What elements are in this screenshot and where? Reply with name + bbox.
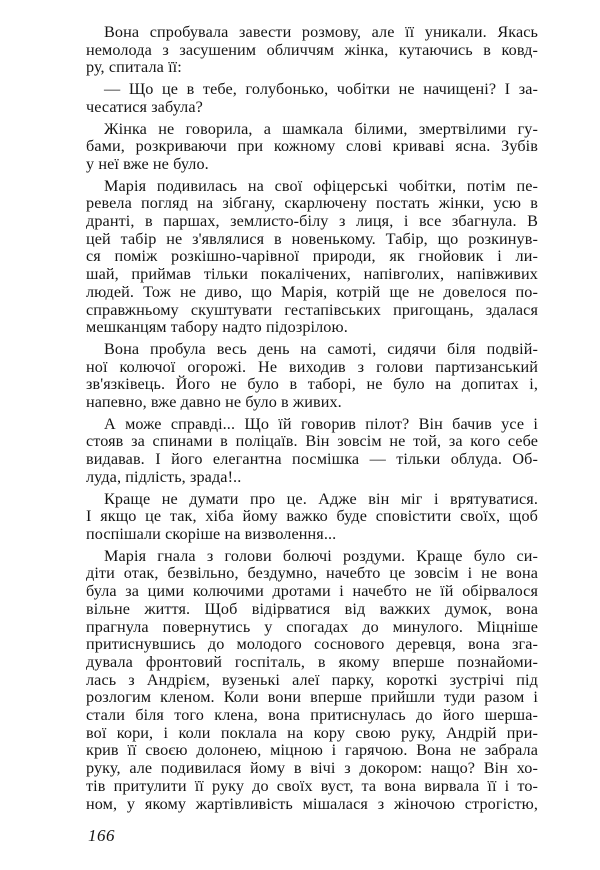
text-line: людей. Тож не диво, що Марія, котрій ще не довелося по- — [86, 282, 538, 301]
text-line: ревела погляд на зібгану, скарлючену постать жінки, усю в — [86, 194, 538, 213]
text-line: ної колючої огорожі. Не виходив з голови партизанський — [86, 357, 538, 376]
text-line: напевно, вже давно не було в живих. — [86, 393, 342, 412]
paragraph — [86, 24, 538, 77]
text-line: вої кори, і коли поклала на кору свою руку, Андрій при- — [86, 723, 538, 742]
text-line: крив її своєю долонею, міцною і гарячою. Вона не забрала — [86, 741, 538, 760]
text-line: А може справді... Що їй говорив пілот? Він бачив усе і — [104, 414, 538, 433]
text-line: притиснувшись до молодого соснового деревця, вона зга- — [86, 635, 538, 654]
text-line: — Що це в тебе, голубонько, чобітки не начищені? І за- — [104, 80, 538, 99]
text-line: зв'язківець. Його не було в таборі, не було на допитах і, — [86, 375, 538, 394]
text-line: луда, підлість, зрада!.. — [86, 467, 242, 486]
paragraph — [86, 121, 538, 174]
text-line: розлогим кленом. Коли вони вперше прийшли туди разом і — [86, 688, 538, 707]
text-line: поспішали скоріше на визволення... — [86, 524, 337, 543]
paragraph — [86, 81, 538, 116]
text-line: цей табір не з'являлися в новенькому. Табір, що розкинув- — [86, 229, 538, 248]
paragraph — [86, 548, 538, 814]
text-line: мешканцям табору надто підозрілою. — [86, 318, 348, 337]
text-line: немолода з засушеним обличчям жінка, кутаючись в ковд- — [86, 40, 538, 59]
text-line: ся поміж розкішно-чарівної природи, як гнойовик і ли- — [86, 247, 538, 266]
text-line: І якщо це так, хіба йому важко буде сповістити своїх, щоб — [86, 507, 538, 526]
paragraph — [86, 341, 538, 412]
text-line: справжньому скуштувати гестапівських пригощань, здалася — [86, 300, 538, 319]
text-line: руку, але подивилася йому в вічі з докором: нащо? Він хо- — [86, 759, 538, 778]
text-line: Марія гнала з голови болючі роздуми. Краще було си- — [104, 546, 538, 565]
text-line: бами, розкриваючи при кожному слові криваві ясна. Зубів — [86, 137, 538, 156]
text-line: ру, спитала її: — [86, 58, 182, 77]
text-line: тів притулити її руку до своїх вуст, та вона вирвала її і то- — [86, 776, 538, 795]
text-line: вільне життя. Щоб відірватися від важких думок, вона — [86, 599, 538, 618]
text-line: чесатися забула? — [86, 97, 203, 116]
text-line: Вона пробула весь день на самоті, сидячи біля подвій- — [104, 339, 538, 358]
text-line: прагнула повернутись у спогадах до минулого. Міцніше — [86, 617, 538, 636]
paragraph — [86, 178, 538, 337]
text-line: ном, у якому жартівливість мішалася з жіночою строгістю, — [86, 794, 538, 813]
text-line: лась з Андрієм, вузенькі алеї парку, короткі зустрічі під — [86, 670, 538, 689]
text-line: Краще не думати про це. Адже він міг і врятуватися. — [104, 489, 538, 508]
text-line: Жінка не говорила, а шамкала білими, змертвілими гу- — [104, 119, 538, 138]
book-page — [86, 24, 538, 817]
text-line: дранті, в паршах, землисто-білу з лиця, і все збагнула. В — [86, 212, 538, 231]
text-line: дувала фронтовий госпіталь, в якому вперше познайоми- — [86, 652, 538, 671]
text-line: у неї вже не було. — [86, 154, 209, 173]
page-number: 166 — [88, 826, 115, 845]
paragraph — [86, 491, 538, 544]
text-line: Марія подивилась на свої офіцерські чобітки, потім пе- — [104, 176, 538, 195]
text-line: була за цими колючими дротами і начебто не їй обірвалося — [86, 582, 538, 601]
text-line: стали біля того клена, вона притиснулась до його шерша- — [86, 706, 538, 725]
text-line: діти отак, безвільно, бездумно, начебто це зовсім і не вона — [86, 564, 538, 583]
text-line: стояв за спинами в поліцаїв. Він зовсім не той, за кого себе — [86, 432, 538, 451]
paragraph — [86, 416, 538, 487]
text-line: шай, приймав тільки покалічених, напівголих, напівживих — [86, 265, 538, 284]
text-line: Вона спробувала завести розмову, але її уникали. Якась — [104, 23, 538, 41]
text-line: видавав. І його елегантна посмішка — тільки облуда. Об- — [86, 450, 538, 469]
